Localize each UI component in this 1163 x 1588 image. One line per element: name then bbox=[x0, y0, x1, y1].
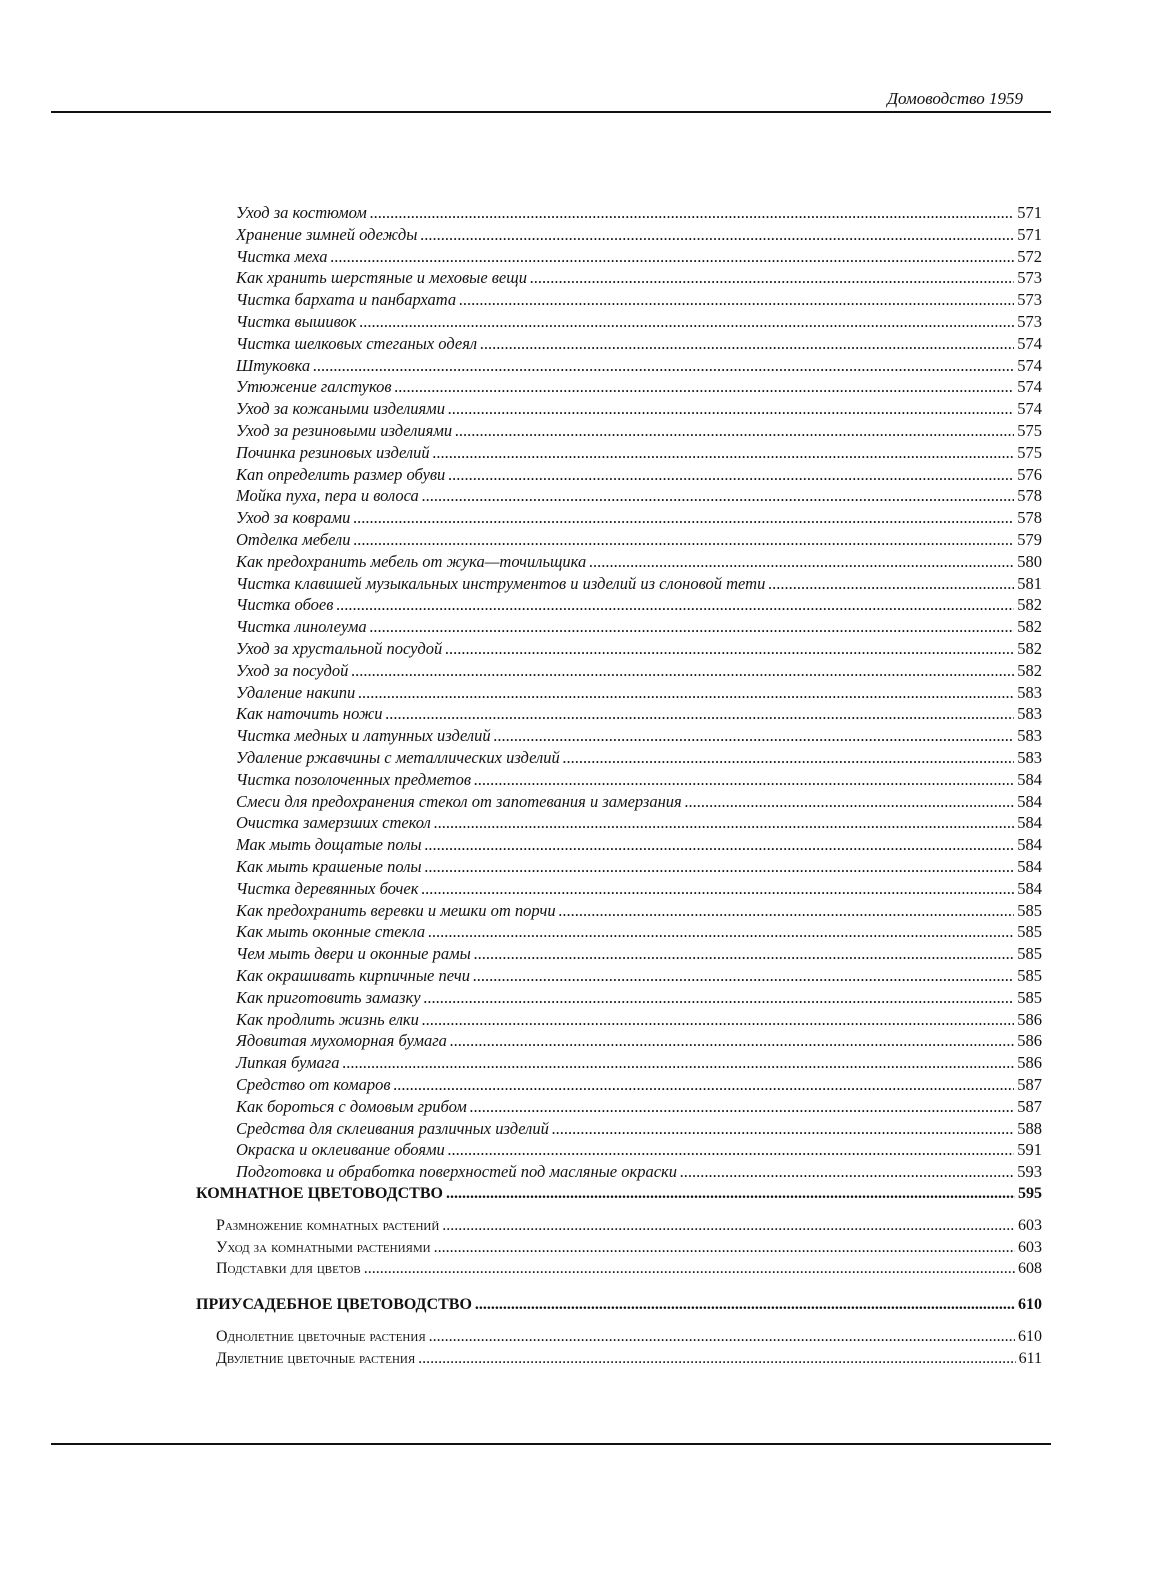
dot-leader bbox=[351, 661, 1014, 681]
toc-entry-title: Чем мыть двери и оконные рамы bbox=[236, 944, 471, 963]
toc-entry-title: Средство от комаров bbox=[236, 1075, 391, 1094]
header-title: Домоводство 1959 bbox=[887, 89, 1023, 108]
dot-leader bbox=[448, 465, 1014, 485]
toc-entry-page: 582 bbox=[1017, 661, 1042, 680]
toc-entry-title: Ядовитая мухоморная бумага bbox=[236, 1031, 447, 1050]
toc-entry-page: 585 bbox=[1017, 944, 1042, 963]
toc-entry-page: 574 bbox=[1017, 356, 1042, 375]
toc-entry[interactable] bbox=[236, 1162, 1042, 1184]
toc-entry-page: 571 bbox=[1017, 203, 1042, 222]
toc-entry[interactable] bbox=[236, 704, 1042, 726]
dot-leader bbox=[418, 1350, 1015, 1368]
toc-entry[interactable] bbox=[236, 770, 1042, 792]
toc-entry-title: Чистка бархата и панбархата bbox=[236, 290, 457, 309]
toc-entry[interactable] bbox=[236, 443, 1042, 465]
toc-entry-page: 573 bbox=[1017, 268, 1042, 287]
dot-leader bbox=[455, 421, 1014, 441]
toc-entry-page: 580 bbox=[1017, 552, 1042, 571]
dot-leader bbox=[360, 312, 1015, 332]
toc-entry[interactable] bbox=[236, 225, 1042, 247]
toc-subsection[interactable] bbox=[216, 1260, 1042, 1282]
dot-leader bbox=[494, 726, 1015, 746]
toc-entry[interactable] bbox=[236, 748, 1042, 770]
toc-entry[interactable] bbox=[236, 290, 1042, 312]
toc-entry-title: Подставки для цветов bbox=[216, 1260, 361, 1277]
toc-entry-page: 608 bbox=[1018, 1260, 1042, 1277]
toc-entry-title: КОМНАТНОЕ ЦВЕТОВОДСТВО bbox=[196, 1185, 443, 1202]
toc-subsection[interactable] bbox=[216, 1217, 1042, 1239]
toc-entry-page: 585 bbox=[1017, 988, 1042, 1007]
toc-entry-page: 582 bbox=[1017, 595, 1042, 614]
toc-entry[interactable] bbox=[236, 508, 1042, 530]
dot-leader bbox=[395, 377, 1015, 397]
toc-entry-page: 573 bbox=[1017, 290, 1042, 309]
dot-leader bbox=[685, 792, 1015, 812]
dot-leader bbox=[425, 857, 1015, 877]
toc-entry-title: Уход за резиновыми изделиями bbox=[236, 421, 453, 440]
dot-leader bbox=[386, 704, 1015, 724]
toc-entry-page: 583 bbox=[1017, 704, 1042, 723]
toc-entry[interactable] bbox=[236, 334, 1042, 356]
dot-leader bbox=[442, 1217, 1015, 1235]
toc-entry-title: Чистка шелковых стеганых одеял bbox=[236, 334, 478, 353]
dot-leader bbox=[425, 835, 1015, 855]
toc-entry-title: Уход за посудой bbox=[236, 661, 349, 680]
dot-leader bbox=[434, 1239, 1015, 1257]
dot-leader bbox=[474, 944, 1014, 964]
toc-entry-page: 574 bbox=[1017, 399, 1042, 418]
toc-entry-page: 584 bbox=[1017, 813, 1042, 832]
footer-rule bbox=[51, 1443, 1051, 1445]
dot-leader bbox=[563, 748, 1015, 768]
dot-leader bbox=[589, 552, 1014, 572]
toc-entry-page: 588 bbox=[1017, 1119, 1042, 1138]
dot-leader bbox=[768, 574, 1014, 594]
dot-leader bbox=[480, 334, 1014, 354]
dot-leader bbox=[473, 966, 1014, 986]
toc-entry[interactable] bbox=[236, 421, 1042, 443]
dot-leader bbox=[331, 247, 1015, 267]
dot-leader bbox=[428, 922, 1014, 942]
toc-entry-page: 603 bbox=[1018, 1217, 1042, 1234]
toc-entry-title: Липкая бумага bbox=[236, 1053, 340, 1072]
toc-entry[interactable] bbox=[236, 552, 1042, 574]
toc-entry-page: 583 bbox=[1017, 748, 1042, 767]
toc-entry[interactable] bbox=[236, 486, 1042, 508]
toc-entry-page: 574 bbox=[1017, 377, 1042, 396]
toc-entry-page: 586 bbox=[1017, 1053, 1042, 1072]
dot-leader bbox=[313, 356, 1014, 376]
toc-entry-title: Уход за кожаными изделиями bbox=[236, 399, 445, 418]
toc-entry-page: 603 bbox=[1018, 1239, 1042, 1256]
toc-entry[interactable] bbox=[236, 530, 1042, 552]
toc-entry[interactable] bbox=[236, 661, 1042, 683]
toc-entry-title: Смеси для предохранения стекол от запотевания и замерзания bbox=[236, 792, 682, 811]
toc-entry-title: Как окрашивать кирпичные печи bbox=[236, 966, 470, 985]
dot-leader bbox=[448, 399, 1014, 419]
toc-entry[interactable] bbox=[236, 966, 1042, 988]
toc-entry[interactable] bbox=[236, 356, 1042, 378]
dot-leader bbox=[353, 508, 1014, 528]
toc-entry[interactable] bbox=[236, 574, 1042, 596]
toc-entry[interactable] bbox=[236, 312, 1042, 334]
toc-entry-page: 584 bbox=[1017, 770, 1042, 789]
toc-entry-page: 584 bbox=[1017, 879, 1042, 898]
toc-entry-title: Кап определить размер обуви bbox=[236, 465, 446, 484]
toc-entry[interactable] bbox=[236, 857, 1042, 879]
toc-entry-page: 610 bbox=[1018, 1296, 1042, 1313]
toc-entry-page: 584 bbox=[1017, 857, 1042, 876]
toc-entry-title: Чистка медных и латунных изделий bbox=[236, 726, 491, 745]
toc-entry-page: 582 bbox=[1017, 639, 1042, 658]
toc-entry-page: 595 bbox=[1018, 1185, 1042, 1202]
toc-entry[interactable] bbox=[236, 835, 1042, 857]
toc-entry[interactable] bbox=[236, 268, 1042, 290]
toc-entry-title: Чистка позолоченных предметов bbox=[236, 770, 472, 789]
toc-entry-title: Чистка деревянных бочек bbox=[236, 879, 419, 898]
toc-entry-title: Хранение зимней одежды bbox=[236, 225, 418, 244]
toc-entry-page: 584 bbox=[1017, 835, 1042, 854]
header-rule bbox=[51, 111, 1051, 113]
toc-section[interactable] bbox=[196, 1296, 1042, 1320]
toc-entry[interactable] bbox=[236, 1097, 1042, 1119]
toc-entry-page: 572 bbox=[1017, 247, 1042, 266]
toc-entry-title: Как мыть крашеные полы bbox=[236, 857, 422, 876]
toc-entry-title: Как наточить ножи bbox=[236, 704, 383, 723]
dot-leader bbox=[475, 1296, 1015, 1314]
toc-entry-page: 573 bbox=[1017, 312, 1042, 331]
toc-entry-title: Утюжение галстуков bbox=[236, 377, 392, 396]
toc-entry-page: 571 bbox=[1017, 225, 1042, 244]
toc-entry-page: 587 bbox=[1017, 1097, 1042, 1116]
dot-leader bbox=[364, 1260, 1015, 1278]
toc-entry-page: 575 bbox=[1017, 443, 1042, 462]
toc-entry-title: Как хранить шерстяные и меховые вещи bbox=[236, 268, 527, 287]
toc-entry[interactable] bbox=[236, 988, 1042, 1010]
dot-leader bbox=[433, 443, 1015, 463]
toc-entry-title: Уход за комнатными растениями bbox=[216, 1239, 431, 1256]
toc-entry-title: Как мыть оконные стекла bbox=[236, 922, 426, 941]
toc-entry-page: 586 bbox=[1017, 1031, 1042, 1050]
toc-entry-title: Починка резиновых изделий bbox=[236, 443, 430, 462]
toc-entry-title: Очистка замерзших стекол bbox=[236, 813, 431, 832]
toc-entry-title: Мойка пуха, пера и волоса bbox=[236, 486, 419, 505]
toc-entry-title: ПРИУСАДЕБНОЕ ЦВЕТОВОДСТВО bbox=[196, 1296, 472, 1313]
dot-leader bbox=[474, 770, 1014, 790]
toc-entry-title: Как приготовить замазку bbox=[236, 988, 421, 1007]
dot-leader bbox=[370, 203, 1014, 223]
toc-entry-page: 591 bbox=[1017, 1140, 1042, 1159]
toc-entry[interactable] bbox=[236, 922, 1042, 944]
toc-entry-page: 586 bbox=[1017, 1010, 1042, 1029]
toc-entry-page: 610 bbox=[1018, 1328, 1042, 1345]
toc-entry[interactable] bbox=[236, 1075, 1042, 1097]
toc-entry[interactable] bbox=[236, 639, 1042, 661]
toc-entry-page: 575 bbox=[1017, 421, 1042, 440]
toc-entry-title: Средства для склеивания различных изделий bbox=[236, 1119, 549, 1138]
toc-entry-title: Чистка клавишей музыкальных инструментов и изделий из слоновой тети bbox=[236, 574, 766, 593]
toc-entry-title: Мак мыть дощатые полы bbox=[236, 835, 422, 854]
toc-entry[interactable] bbox=[236, 813, 1042, 835]
dot-leader bbox=[530, 268, 1014, 288]
toc-entry-page: 578 bbox=[1017, 508, 1042, 527]
toc-entry-page: 581 bbox=[1017, 574, 1042, 593]
toc-entry-title: Чистка обоев bbox=[236, 595, 334, 614]
toc-entry-page: 585 bbox=[1017, 901, 1042, 920]
toc-entry[interactable] bbox=[236, 792, 1042, 814]
dot-leader bbox=[336, 595, 1014, 615]
dot-leader bbox=[448, 1140, 1014, 1160]
toc-entry-title: Удаление накипи bbox=[236, 683, 356, 702]
dot-leader bbox=[343, 1053, 1015, 1073]
toc-entry-page: 582 bbox=[1017, 617, 1042, 636]
toc-entry-page: 611 bbox=[1018, 1350, 1042, 1367]
dot-leader bbox=[552, 1119, 1014, 1139]
toc-entry[interactable] bbox=[236, 944, 1042, 966]
toc-subsection[interactable] bbox=[216, 1328, 1042, 1350]
toc-entry-title: Однолетние цветочные растения bbox=[216, 1328, 426, 1345]
toc-entry[interactable] bbox=[236, 726, 1042, 748]
toc-entry[interactable] bbox=[236, 1119, 1042, 1141]
dot-leader bbox=[358, 683, 1014, 703]
dot-leader bbox=[450, 1031, 1014, 1051]
toc-entry-title: Удаление ржавчины с металлических изделий bbox=[236, 748, 560, 767]
toc-entry[interactable] bbox=[236, 1010, 1042, 1032]
toc-entry-page: 574 bbox=[1017, 334, 1042, 353]
toc-entry[interactable] bbox=[236, 399, 1042, 421]
toc-entry[interactable] bbox=[236, 683, 1042, 705]
toc-entry-page: 578 bbox=[1017, 486, 1042, 505]
toc-entry-page: 583 bbox=[1017, 683, 1042, 702]
toc-entry-title: Окраска и оклеивание обоями bbox=[236, 1140, 445, 1159]
dot-leader bbox=[394, 1075, 1015, 1095]
toc-entry[interactable] bbox=[236, 617, 1042, 639]
toc-entry-title: Отделка мебели bbox=[236, 530, 351, 549]
toc-entry-page: 587 bbox=[1017, 1075, 1042, 1094]
dot-leader bbox=[353, 530, 1014, 550]
toc-entry-title: Как предохранить веревки и мешки от порчи bbox=[236, 901, 556, 920]
toc-entry-title: Подготовка и обработка поверхностей под масляные окраски bbox=[236, 1162, 678, 1181]
toc-entry[interactable] bbox=[236, 377, 1042, 399]
toc-entry-page: 584 bbox=[1017, 792, 1042, 811]
toc-entry-title: Уход за хрустальной посудой bbox=[236, 639, 443, 658]
dot-leader bbox=[420, 225, 1014, 245]
toc-entry-title: Как предохранить мебель от жука—точильщика bbox=[236, 552, 587, 571]
dot-leader bbox=[559, 901, 1015, 921]
toc-entry-page: 583 bbox=[1017, 726, 1042, 745]
toc-entry-title: Уход за костюмом bbox=[236, 203, 367, 222]
toc-entry-title: Чистка вышивок bbox=[236, 312, 357, 331]
dot-leader bbox=[424, 988, 1015, 1008]
toc-entry-page: 576 bbox=[1017, 465, 1042, 484]
dot-leader bbox=[434, 813, 1014, 833]
toc-entry-title: Двулетние цветочные растения bbox=[216, 1350, 416, 1367]
toc-subsection[interactable] bbox=[216, 1239, 1042, 1261]
toc-section[interactable] bbox=[196, 1185, 1042, 1209]
dot-leader bbox=[446, 1185, 1015, 1203]
toc-entry-title: Штуковка bbox=[236, 356, 311, 375]
toc-entry[interactable] bbox=[236, 879, 1042, 901]
toc-entry[interactable] bbox=[236, 901, 1042, 923]
toc-entry-page: 585 bbox=[1017, 922, 1042, 941]
toc-entry-title: Чистка меха bbox=[236, 247, 328, 266]
dot-leader bbox=[459, 290, 1014, 310]
dot-leader bbox=[680, 1162, 1014, 1182]
toc-entry-title: Размножение комнатных растений bbox=[216, 1217, 440, 1234]
toc-entry[interactable] bbox=[236, 1140, 1042, 1162]
dot-leader bbox=[422, 1010, 1014, 1030]
toc-entry-page: 585 bbox=[1017, 966, 1042, 985]
dot-leader bbox=[470, 1097, 1014, 1117]
dot-leader bbox=[422, 486, 1014, 506]
toc-entry-title: Как бороться с домовым грибом bbox=[236, 1097, 467, 1116]
dot-leader bbox=[445, 639, 1014, 659]
dot-leader bbox=[429, 1328, 1015, 1346]
toc-entry[interactable] bbox=[236, 595, 1042, 617]
toc-entry-page: 579 bbox=[1017, 530, 1042, 549]
dot-leader bbox=[370, 617, 1015, 637]
toc-entry-title: Уход за коврами bbox=[236, 508, 351, 527]
toc-entry[interactable] bbox=[236, 1053, 1042, 1075]
toc-entry[interactable] bbox=[236, 465, 1042, 487]
toc-entry[interactable] bbox=[236, 1031, 1042, 1053]
toc-entry-page: 593 bbox=[1017, 1162, 1042, 1181]
toc-entry-title: Как продлить жизнь елки bbox=[236, 1010, 419, 1029]
dot-leader bbox=[421, 879, 1014, 899]
toc-subsection[interactable] bbox=[216, 1350, 1042, 1372]
toc-entry-title: Чистка линолеума bbox=[236, 617, 367, 636]
toc-entry[interactable] bbox=[236, 247, 1042, 269]
toc-entry[interactable] bbox=[236, 203, 1042, 225]
